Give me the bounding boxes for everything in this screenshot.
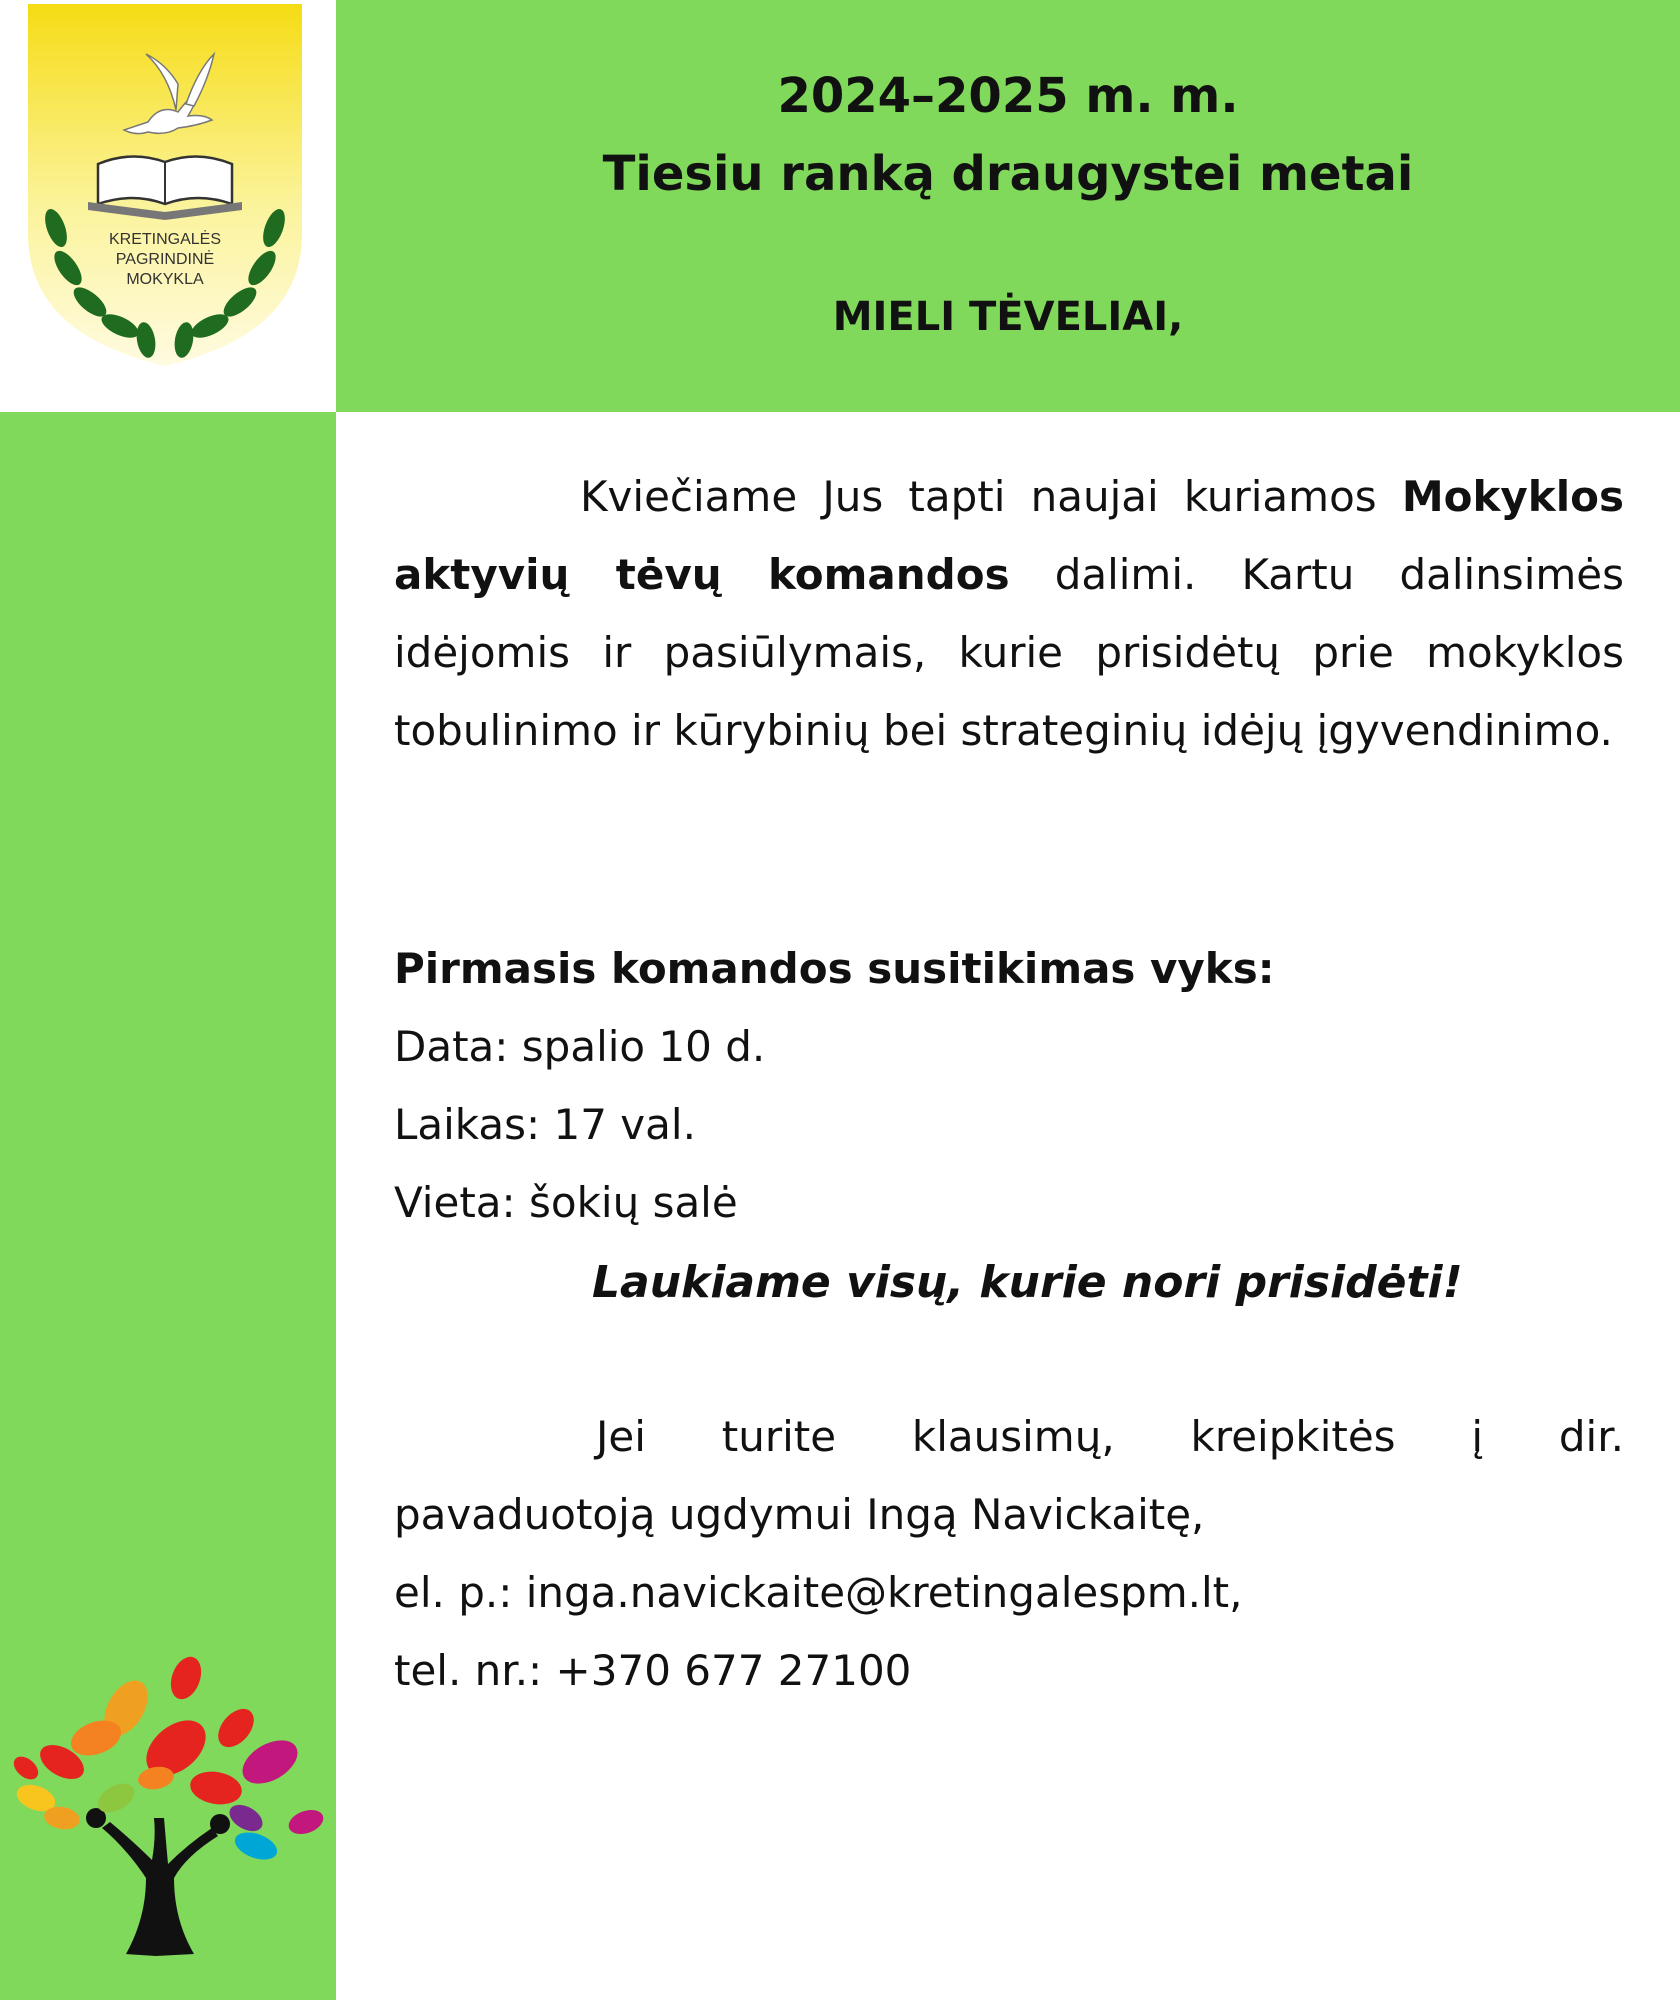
invitation-rest: dalimi. Kartu dalinsimės idėjomis ir pasiūlymais, kurie prisidėtų prie mokyklos tobulinimo ir kūrybinių bei strateginių idėjų įgyvendinimo. [394,550,1624,755]
svg-text:KRETINGALĖS: KRETINGALĖS [108,231,222,248]
meeting-date: Data: spalio 10 d. [394,1022,766,1071]
hands-tree-icon [6,1638,332,1958]
meeting-place: Vieta: šokių salė [394,1178,738,1227]
greeting: MIELI TĖVELIAI, [832,294,1184,340]
meeting-details [394,930,1624,1242]
contact-line-2: pavaduotoją ugdymui Ingą Navickaitę, [394,1490,1205,1539]
year-motto: Tiesiu ranką draugystei metai [602,146,1414,202]
contact-phone: tel. nr.: +370 677 27100 [394,1646,912,1695]
header-band [336,0,1680,412]
svg-text:PAGRINDINĖ: PAGRINDINĖ [115,251,215,268]
school-year: 2024–2025 m. m. [777,68,1239,124]
invitation-intro: Kviečiame Jus tapti naujai kuriamos [580,472,1377,521]
school-crest-icon [28,4,302,368]
contact-paragraph [394,1398,1624,1710]
meeting-time: Laikas: 17 val. [394,1100,696,1149]
svg-text:MOKYKLA: MOKYKLA [126,271,204,288]
contact-line-1 [394,1398,1624,1476]
invitation-paragraph [394,458,1624,770]
contact-intro: Jei turite klausimų, kreipkitės į dir. [596,1412,1624,1461]
team-name: Mokyklos aktyvių tėvų komandos [394,472,1624,599]
contact-email: el. p.: inga.navickaite@kretingalespm.lt, [394,1568,1243,1617]
school-logo [0,0,336,412]
meeting-heading: Pirmasis komandos susitikimas vyks: [394,944,1275,993]
call-to-action: Laukiame visų, kurie nori prisidėti! [592,1257,1463,1308]
